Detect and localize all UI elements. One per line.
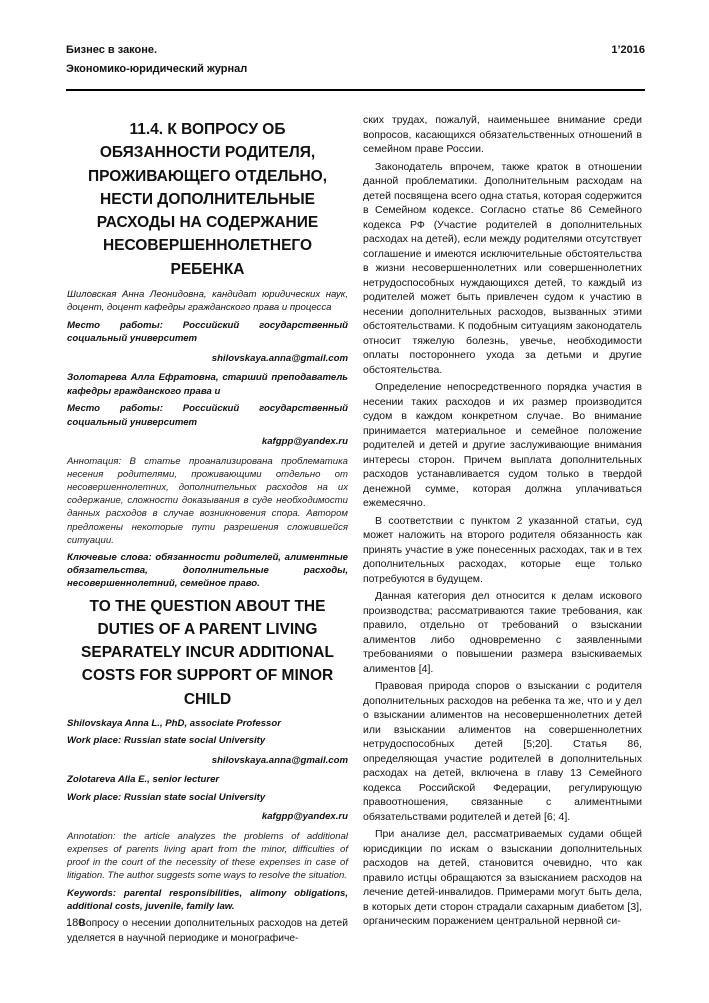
- right-column: [363, 113, 642, 932]
- issue-number: 1’2016: [611, 44, 645, 56]
- author-1-workplace-en: Work place: Russian state social University: [67, 735, 266, 747]
- body-paragraph: ских трудах, пожалуй, наименьшее внимание среди вопросов, касающихся обязательственных отношений в семейном праве России.: [363, 114, 642, 155]
- body-paragraph: Законодатель впрочем, также краток в отношении данной проблематики. Дополнительным расходам на детей посвящена всего одна статья, которая содержится в Семейном кодексе. Согласно статье 86 Семейного кодекса РФ (Участие родителей в дополнительных расходах на детей), если между родителями отсутствует соглашение и имеются исключительные обстоятельства в жизни несовершеннолетних или совершеннолетних нетрудоспособных нуждающихся детей, то каждый из родителей может быть привлечен судом к участию в несении дополнительных расходов, вызванных этими обстоятельствами. К подобным ситуациям законодатель относит тяжелую болезнь, увечье, необходимости оплаты постороннего ухода за детьми и другие обстоятельства.: [363, 160, 642, 376]
- body-paragraph: Данная категория дел относится к делам искового производства; рассматриваются такие требования, как правило, отдельно от требований о взыскании алиментов либо одновременно с заявленными требованиями о повышении размера взыскиваемых алиментов [4].: [363, 590, 642, 675]
- keywords-en: Keywords: parental responsibilities, alimony obligations, additional costs, juvenile, family law.: [67, 887, 348, 912]
- running-header: [66, 41, 645, 79]
- author-2-workplace-ru: Место работы: Российский государственный социальный университет: [67, 403, 348, 428]
- journal-title-line1: Бизнес в законе.: [66, 44, 158, 56]
- body-paragraph: Вопросу о несении дополнительных расходов на детей уделяется в научной периодике и монографиче-: [67, 918, 348, 944]
- author-1-name-en: Shilovskaya Anna L., PhD, associate Professor: [67, 718, 281, 730]
- body-paragraph: При анализе дел, рассматриваемых судами общей юрисдикции по искам о взыскании дополнительных расходов на детей, становится очевидно, что как правило истцы обращаются за взысканием расходов на лечение детей-инвалидов. Примерами могут быть дела, в которых дети сторон страдали сахарным диабетом [3], органическим поражением центральной нервной си-: [363, 828, 642, 927]
- author-1-email-ru[interactable]: shilovskaya.anna@gmail.com: [211, 352, 348, 364]
- header-rule: [66, 89, 645, 91]
- author-2-email-en[interactable]: kafgpp@yandex.ru: [261, 811, 348, 823]
- journal-title-line2: Экономико-юридический журнал: [66, 63, 248, 75]
- author-2-workplace-en: Work place: Russian state social University: [67, 791, 266, 803]
- author-2-name-ru: Золотарева Алла Ефратовна, старший преподаватель кафедры гражданского права и: [67, 372, 348, 397]
- author-1-email-en[interactable]: shilovskaya.anna@gmail.com: [211, 754, 348, 766]
- body-paragraph: Правовая природа споров о взыскании с родителя дополнительных расходов на ребенка та же, что и у дел о взыскании алиментов на несовершеннолетних детей или взыскании алиментов на совершеннолетних нетрудоспособных детей [5;20]. Статья 86, определяющая участие родителей в дополнительных расходах на детей, включена в главу 13 Семейного кодекса Российской Федерации, регулирующую правоотношения, связанные с алиментными обязательствами родителей и детей [6; 4].: [363, 680, 642, 823]
- article-title-en: TO THE QUESTION ABOUT THE DUTIES OF A PARENT LIVING SEPARATELY INCUR ADDITIONAL COSTS FOR SUPPORT OF MINOR CHILD: [81, 597, 334, 708]
- body-paragraph: Определение непосредственного порядка участия в несении таких расходов и их размер производится судом в каждом конкретном случае. Во внимание принимается материальное и семейное положение родителей и детей и другие заслуживающие внимания интересы сторон. Причем выплата дополнительных расходов устанавливается судом только в твердой денежной сумме, которая должна уплачиваться ежемесячно.: [363, 381, 642, 509]
- annotation-en: Annotation: the article analyzes the problems of additional expenses of parents living apart from the minor, difficulties of proof in the court of the necessity of these expenses in case of litigation. The author suggests some ways to resolve the situation.: [67, 830, 348, 882]
- article-title-ru: 11.4. К ВОПРОСУ ОБ ОБЯЗАННОСТИ РОДИТЕЛЯ, ПРОЖИВАЮЩЕГО ОТДЕЛЬНО, НЕСТИ ДОПОЛНИТЕЛЬНЫЕ РАСХОДЫ НА СОДЕРЖАНИЕ НЕСОВЕРШЕННОЛЕТНЕГО РЕБЕНКА: [87, 121, 328, 278]
- keywords-ru: Ключевые слова: обязанности родителей, алиментные обязательства, дополнительные расходы, несовершеннолетний, семейное право.: [67, 551, 348, 590]
- body-paragraph: В соответствии с пунктом 2 указанной статьи, суд может наложить на второго родителя обязанность как принять участие в уже понесенных расходах, так и в тех дополнительных расходах, которые еще только потребуются в будущем.: [363, 514, 642, 585]
- author-1-name-ru: Шиловская Анна Леонидовна, кандидат юридических наук, доцент, доцент кафедры гражданского права и процесса: [67, 289, 348, 314]
- author-1-workplace-ru: Место работы: Российский государственный социальный университет: [67, 319, 348, 345]
- left-column: [67, 118, 348, 949]
- page-number: 180: [66, 917, 85, 929]
- author-2-name-en: Zolotareva Alla E., senior lecturer: [67, 774, 220, 786]
- annotation-ru: Аннотация: В статье проанализирована проблематика несения родителями, проживающими отдельно от несовершеннолетних, дополнительных расходов на их содержание, сложности доказывания в суде необходимости данных расходов в случае возникновения спора. Автором предложены некоторые пути разрешения сложившейся ситуации.: [67, 455, 348, 546]
- author-2-email-ru[interactable]: kafgpp@yandex.ru: [261, 435, 348, 447]
